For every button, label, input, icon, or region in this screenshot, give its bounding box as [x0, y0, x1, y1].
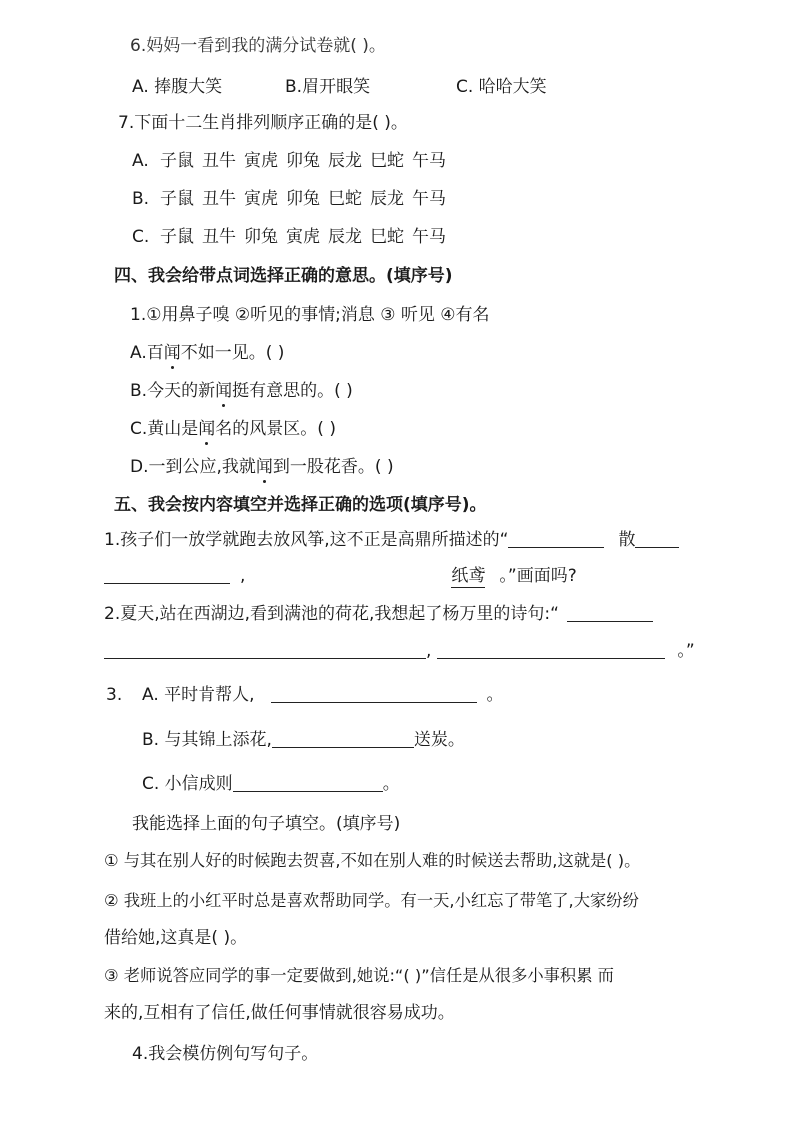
zodiac-item: 子鼠 [160, 189, 194, 209]
section-4-item-a [130, 342, 284, 364]
zodiac-item: 寅虎 [286, 227, 320, 247]
s5-q3-a [142, 684, 504, 706]
fill-blank[interactable] [233, 773, 383, 792]
zodiac-item: 丑牛 [202, 227, 236, 247]
zodiac-item: 寅虎 [244, 189, 278, 209]
fill-blank[interactable] [272, 729, 414, 748]
q6-stem: 6.妈妈一看到我的满分试卷就( )。 [130, 36, 386, 56]
text: 散 [618, 530, 636, 550]
kite-word: 纸鸢 [451, 566, 486, 586]
text: , [240, 566, 246, 586]
fill-blank[interactable] [104, 565, 230, 584]
zodiac-item: 午马 [412, 189, 446, 209]
q7-stem: 7.下面十二生肖排列顺序正确的是( )。 [118, 113, 408, 133]
zodiac-item: 巳蛇 [370, 227, 404, 247]
text: 到一股花香。( ) [272, 457, 394, 477]
section-4-item-d [130, 456, 394, 478]
dotted-word: 闻 [255, 457, 273, 477]
s5-choose-instruction: 我能选择上面的句子填空。(填序号) [132, 814, 401, 834]
zodiac-item: 午马 [412, 151, 446, 171]
fill-blank[interactable] [567, 603, 653, 622]
zodiac-item: 卯兔 [286, 151, 320, 171]
q6-option-c: C. 哈哈大笑 [456, 77, 547, 97]
s5-q2-line2 [104, 640, 695, 662]
q7-option-b [132, 188, 454, 210]
s5-q2-line1 [104, 603, 653, 625]
text: A. 平时肯帮人, [142, 685, 255, 705]
s5-q3-c [142, 773, 400, 795]
dotted-word: 闻 [198, 419, 216, 439]
text: 送炭。 [413, 730, 465, 750]
fill-blank[interactable] [104, 640, 426, 659]
dotted-word: 闻 [163, 343, 181, 363]
text: 。” [677, 641, 695, 661]
s5-q3-b [142, 729, 465, 751]
q6-option-a: A. 捧腹大笑 [132, 77, 223, 97]
zodiac-item: 卯兔 [286, 189, 320, 209]
section-4-title: 四、我会给带点词选择正确的意思。(填序号) [114, 266, 453, 286]
text: A.百 [130, 343, 164, 363]
zodiac-item: 辰龙 [370, 189, 404, 209]
fill-blank[interactable] [508, 529, 604, 548]
text: 。”画面吗? [499, 566, 577, 586]
zodiac-item: 巳蛇 [370, 151, 404, 171]
text: B.今天的新 [130, 381, 216, 401]
text: D.一到公应,我就 [130, 457, 256, 477]
q7-option-a [132, 150, 454, 172]
text: 挺有意思的。( ) [232, 381, 353, 401]
q7-option-c [132, 226, 454, 248]
s5-q1-line2 [104, 565, 577, 588]
zodiac-item: 卯兔 [244, 227, 278, 247]
text: C. 小信成则 [142, 774, 233, 794]
fill-blank[interactable] [635, 529, 679, 548]
zodiac-item: 丑牛 [202, 151, 236, 171]
zodiac-item: 辰龙 [328, 151, 362, 171]
s5-q4: 4.我会模仿例句写句子。 [132, 1044, 319, 1064]
fill-blank[interactable] [245, 566, 451, 584]
fill-blank[interactable] [271, 684, 477, 703]
option-letter: B. [132, 189, 150, 209]
text: , [426, 641, 432, 661]
s5-sentence-1: ① 与其在别人好的时候跑去贺喜,不如在别人难的时候送去帮助,这就是( )。 [104, 851, 641, 870]
dotted-word: 闻 [215, 381, 233, 401]
zodiac-item: 巳蛇 [328, 189, 362, 209]
text: 。 [486, 685, 504, 705]
option-letter: A. [132, 151, 149, 171]
text: C.黄山是 [130, 419, 199, 439]
zodiac-item: 丑牛 [202, 189, 236, 209]
zodiac-item: 子鼠 [160, 151, 194, 171]
s5-q1-line1 [104, 529, 679, 551]
zodiac-item: 子鼠 [160, 227, 194, 247]
section-4-item-b [130, 380, 353, 402]
section-4-item-c [130, 418, 336, 440]
text: 1.孩子们一放学就跑去放风筝,这不正是高鼎所描述的“ [104, 530, 509, 550]
zodiac-item: 辰龙 [328, 227, 362, 247]
option-letter: C. [132, 227, 150, 247]
zodiac-item: 寅虎 [244, 151, 278, 171]
text: 不如一见。( ) [180, 343, 285, 363]
text: 名的风景区。( ) [215, 419, 336, 439]
s5-sentence-2-line1: ② 我班上的小红平时总是喜欢帮助同学。有一天,小红忘了带笔了,大家纷纷 [104, 891, 639, 910]
section-5-title: 五、我会按内容填空并选择正确的选项(填序号)。 [114, 495, 487, 515]
text: 2.夏天,站在西湖边,看到满池的荷花,我想起了杨万里的诗句:“ [104, 604, 559, 624]
zodiac-item: 午马 [412, 227, 446, 247]
fill-blank[interactable] [437, 640, 665, 659]
text: 。 [382, 774, 400, 794]
text: B. 与其锦上添花, [142, 730, 272, 750]
s5-sentence-3-line2: 来的,互相有了信任,做任何事情就很容易成功。 [104, 1003, 455, 1023]
s5-q3-number: 3. [106, 685, 123, 705]
q6-option-b: B.眉开眼笑 [285, 77, 371, 97]
s5-sentence-2-line2: 借给她,这真是( )。 [104, 928, 248, 948]
s5-sentence-3-line1: ③ 老师说答应同学的事一定要做到,她说:“( )”信任是从很多小事积累 而 [104, 966, 614, 985]
section-4-meanings: 1.①用鼻子嗅 ②听见的事情;消息 ③ 听见 ④有名 [130, 305, 490, 325]
